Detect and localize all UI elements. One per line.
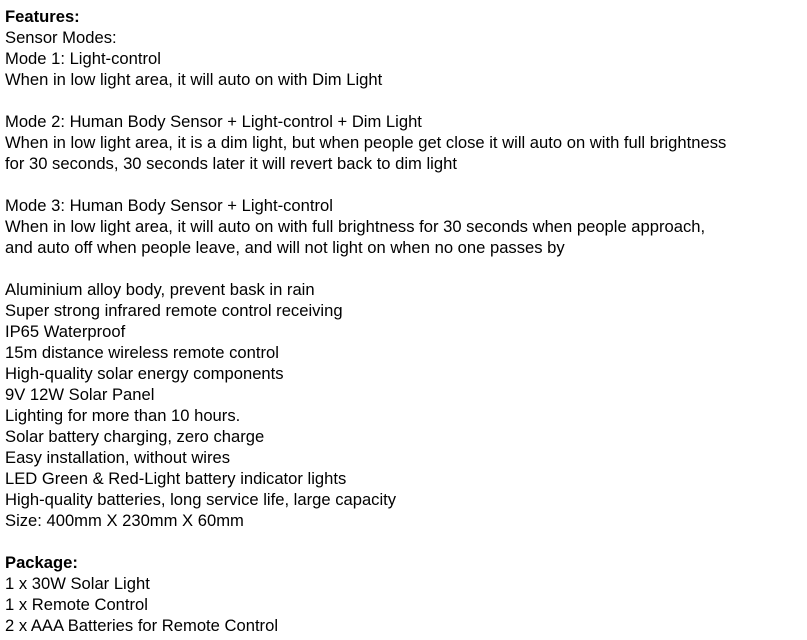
paragraph-spacer bbox=[5, 90, 805, 111]
product-description-document bbox=[5, 6, 805, 636]
features-heading: Features: bbox=[5, 7, 80, 26]
paragraph-spacer bbox=[5, 531, 805, 552]
package-list bbox=[5, 573, 805, 636]
spec-item: LED Green & Red-Light battery indicator lights bbox=[5, 469, 347, 488]
spec-item: 15m distance wireless remote control bbox=[5, 343, 279, 362]
mode2-description-line-2: for 30 seconds, 30 seconds later it will revert back to dim light bbox=[5, 154, 457, 173]
sensor-modes-label: Sensor Modes: bbox=[5, 28, 117, 47]
spec-item: Super strong infrared remote control receiving bbox=[5, 301, 343, 320]
spec-list bbox=[5, 279, 805, 531]
mode2-description-line-1: When in low light area, it is a dim light, but when people get close it will auto on with full brightness bbox=[5, 133, 727, 152]
package-heading: Package: bbox=[5, 553, 78, 572]
spec-item: High-quality solar energy components bbox=[5, 364, 284, 383]
package-item: 1 x Remote Control bbox=[5, 595, 148, 614]
paragraph-spacer bbox=[5, 258, 805, 279]
mode1-description: When in low light area, it will auto on with Dim Light bbox=[5, 70, 383, 89]
spec-item: High-quality batteries, long service life, large capacity bbox=[5, 490, 397, 509]
package-item: 2 x AAA Batteries for Remote Control bbox=[5, 616, 279, 635]
mode2-title: Mode 2: Human Body Sensor + Light-control + Dim Light bbox=[5, 112, 422, 131]
spec-item: 9V 12W Solar Panel bbox=[5, 385, 155, 404]
spec-item: Size: 400mm X 230mm X 60mm bbox=[5, 511, 244, 530]
mode3-description-line-1: When in low light area, it will auto on with full brightness for 30 seconds when people approach, bbox=[5, 217, 706, 236]
spec-item: IP65 Waterproof bbox=[5, 322, 126, 341]
spec-item: Solar battery charging, zero charge bbox=[5, 427, 265, 446]
mode3-description-line-2: and auto off when people leave, and will not light on when no one passes by bbox=[5, 238, 565, 257]
mode3-title: Mode 3: Human Body Sensor + Light-control bbox=[5, 196, 333, 215]
paragraph-spacer bbox=[5, 174, 805, 195]
spec-item: Easy installation, without wires bbox=[5, 448, 231, 467]
mode1-title: Mode 1: Light-control bbox=[5, 49, 161, 68]
spec-item: Aluminium alloy body, prevent bask in rain bbox=[5, 280, 315, 299]
package-item: 1 x 30W Solar Light bbox=[5, 574, 150, 593]
spec-item: Lighting for more than 10 hours. bbox=[5, 406, 241, 425]
